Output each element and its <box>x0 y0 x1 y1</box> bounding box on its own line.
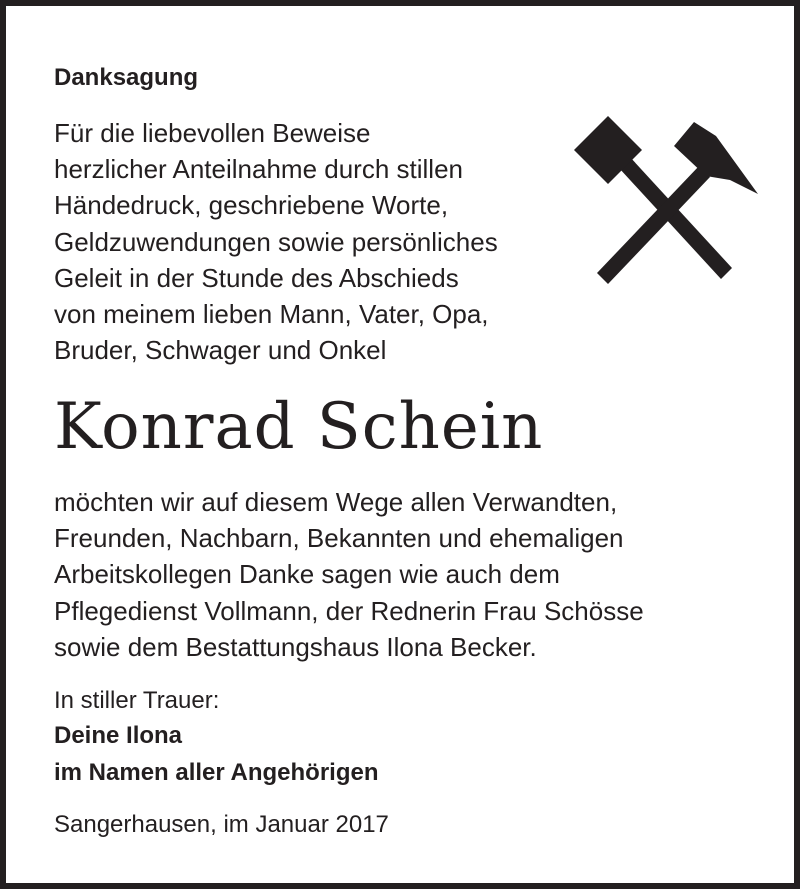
thanks-line: Freunden, Nachbarn, Bekannten und ehemaligen <box>54 523 624 554</box>
hammer-and-pick-icon <box>566 110 762 294</box>
intro-text <box>54 115 498 368</box>
signature-line: im Namen aller Angehörigen <box>54 759 379 786</box>
notice-heading: Danksagung <box>54 64 199 91</box>
signature-line: Deine Ilona <box>54 722 183 749</box>
thanks-line: Arbeitskollegen Danke sagen wie auch dem <box>54 559 560 590</box>
thanks-line: sowie dem Bestattungshaus Ilona Becker. <box>54 631 537 662</box>
place-and-date: Sangerhausen, im Januar 2017 <box>54 811 389 838</box>
intro-line: Bruder, Schwager und Onkel <box>54 335 387 366</box>
mourning-label: In stiller Trauer: <box>54 687 220 714</box>
thanks-line: möchten wir auf diesem Wege allen Verwandten, <box>54 487 618 517</box>
thanks-line: Pflegedienst Vollmann, der Rednerin Frau Schösse <box>54 595 644 626</box>
intro-line: Geldzuwendungen sowie persönliches <box>54 226 498 257</box>
intro-line: herzlicher Anteilnahme durch stillen <box>54 154 463 185</box>
thanks-text <box>54 484 644 665</box>
intro-line: von meinem lieben Mann, Vater, Opa, <box>54 299 489 330</box>
intro-line: Geleit in der Stunde des Abschieds <box>54 262 459 293</box>
intro-line: Für die liebevollen Beweise <box>54 118 371 148</box>
deceased-name: Konrad Schein <box>54 390 544 464</box>
intro-line: Händedruck, geschriebene Worte, <box>54 190 449 221</box>
